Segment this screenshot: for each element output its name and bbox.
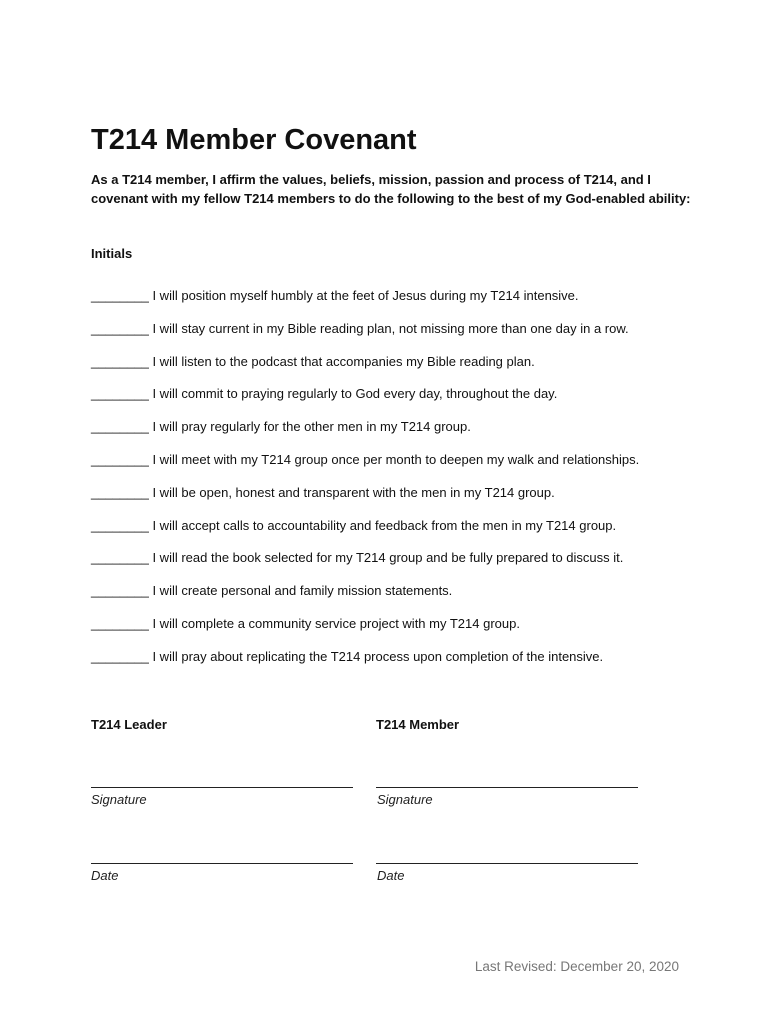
page-title: T214 Member Covenant xyxy=(91,124,417,156)
last-revised-footer: Last Revised: December 20, 2020 xyxy=(474,959,679,974)
member-label: T214 Member xyxy=(376,717,460,732)
covenant-item: ________ I will commit to praying regularly to God every day, throughout the day. xyxy=(91,386,558,402)
leader-date-caption: Date xyxy=(91,868,119,883)
covenant-item: ________ I will complete a community service project with my T214 group. xyxy=(91,615,520,631)
covenant-item: ________ I will pray about replicating the T214 process upon completion of the intensive. xyxy=(91,648,604,664)
covenant-item: ________ I will be open, honest and transparent with the men in my T214 group. xyxy=(91,484,555,500)
covenant-item: ________ I will listen to the podcast that accompanies my Bible reading plan. xyxy=(91,353,535,369)
member-signature-line[interactable] xyxy=(376,787,638,788)
member-date-line[interactable] xyxy=(376,863,638,864)
covenant-item: ________ I will position myself humbly at the feet of Jesus during my T214 intensive. xyxy=(91,288,579,303)
leader-label: T214 Leader xyxy=(91,717,167,732)
covenant-item: ________ I will create personal and family mission statements. xyxy=(91,583,453,599)
leader-signature-caption: Signature xyxy=(91,792,147,807)
member-date-caption: Date xyxy=(377,868,405,883)
leader-signature-line[interactable] xyxy=(91,787,353,788)
covenant-item: ________ I will accept calls to accountability and feedback from the men in my T214 group. xyxy=(91,517,617,533)
covenant-item: ________ I will stay current in my Bible reading plan, not missing more than one day in a row. xyxy=(91,320,629,336)
covenant-item: ________ I will pray regularly for the other men in my T214 group. xyxy=(91,419,471,435)
initials-heading: Initials xyxy=(91,246,133,261)
member-signature-caption: Signature xyxy=(377,792,433,807)
covenant-list xyxy=(91,287,731,681)
covenant-item: ________ I will read the book selected for my T214 group and be fully prepared to discuss it. xyxy=(91,550,624,566)
leader-date-line[interactable] xyxy=(91,863,353,864)
intro-paragraph: As a T214 member, I affirm the values, beliefs, mission, passion and process of T214, and I covenant with my fellow T214 members to do the following to the best of my God-enabled ability: xyxy=(91,172,691,206)
covenant-item: ________ I will meet with my T214 group once per month to deepen my walk and relationships. xyxy=(91,451,640,467)
